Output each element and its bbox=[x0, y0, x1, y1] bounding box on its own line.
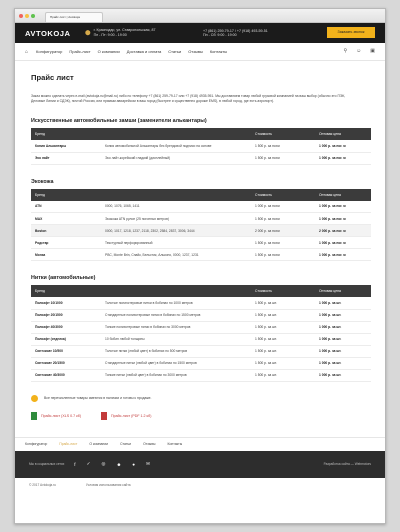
cell-brand: Полиэфт 40/3000 bbox=[31, 321, 101, 333]
cell-price: 1 500 р. за шт. bbox=[251, 357, 315, 369]
stock-note bbox=[31, 395, 369, 402]
cell-brand: Полиэфт 20/1500 bbox=[31, 309, 101, 321]
cell-wholesale: 1 000 р. за шт. bbox=[315, 369, 371, 381]
table-row bbox=[31, 309, 371, 321]
instagram-icon[interactable]: ◎ bbox=[101, 461, 106, 466]
cell-price: 1 500 р. за пог.м bbox=[251, 140, 315, 152]
footer-nav-reviews[interactable]: Отзывы bbox=[143, 442, 156, 446]
price-table bbox=[31, 128, 371, 165]
close-dot-icon[interactable] bbox=[19, 14, 23, 18]
cell-wholesale: 1 000 р. за пог. м bbox=[315, 140, 371, 152]
cell-brand: Синтэкоат 10/500 bbox=[31, 345, 101, 357]
cell-brand: Синтэкоат 40/3000 bbox=[31, 369, 101, 381]
address-block bbox=[85, 28, 195, 37]
cell-wholesale: 1 000 р. за шт. bbox=[315, 345, 371, 357]
cell-price: 2 000 р. за пог.м bbox=[251, 225, 315, 237]
cell-desc: PBC, Monte Brin, Спайк, Бельстик, Альконо, 0000, 1237, 1231 bbox=[101, 249, 251, 261]
cell-brand: Копия Алькантары bbox=[31, 140, 101, 152]
phone-numbers[interactable]: +7 (861) 259-79-17 / +7 (918) 493-59-51 bbox=[203, 29, 268, 33]
column-header-brand: Бренд bbox=[31, 189, 101, 201]
cell-desc: Эко лайт-корейский гладкий (дисплейный) bbox=[101, 152, 251, 164]
cell-price: 1 500 р. за шт. bbox=[251, 345, 315, 357]
cell-wholesale: 1 000 р. за пог. м bbox=[315, 249, 371, 261]
nav-item-delivery[interactable]: Доставка и оплата bbox=[126, 49, 162, 54]
cart-icon[interactable]: ▣ bbox=[370, 48, 375, 54]
phone-hours: Пн - Сб: 9:00 - 19:00 bbox=[203, 33, 237, 37]
site-header bbox=[15, 23, 385, 43]
cell-brand: ATN bbox=[31, 201, 101, 213]
address-line: г. Краснодар, ул. Ставропольская, 87 bbox=[93, 28, 156, 33]
table-header-row bbox=[31, 189, 371, 201]
browser-titlebar bbox=[15, 9, 385, 23]
column-header-desc bbox=[101, 285, 251, 297]
main-nav bbox=[15, 43, 385, 61]
cell-price: 1 500 р. за шт. bbox=[251, 297, 315, 309]
column-header-price: Стоимость bbox=[251, 285, 315, 297]
call-request-button[interactable]: Заказать звонок bbox=[327, 27, 375, 38]
footer-nav-contacts[interactable]: Контакты bbox=[167, 442, 183, 446]
cell-desc: 0000, 1076, 1065, 1411 bbox=[101, 201, 251, 213]
cell-desc: Копия автомобильной Алькантары без брендовой подписи на основе bbox=[101, 140, 251, 152]
section-title: Искусственные автомобильные замши (заменители алькантары) bbox=[31, 118, 207, 124]
cell-wholesale: 2 000 р. за пог. м bbox=[315, 225, 371, 237]
cell-price: 1 500 р. за пог.м bbox=[251, 213, 315, 225]
home-icon[interactable]: ⌂ bbox=[25, 48, 29, 55]
cell-desc: Экокожа ATN рулон (25 погонных метров) bbox=[101, 213, 251, 225]
facebook-icon[interactable]: f bbox=[74, 461, 76, 467]
stock-note-text: Все перечисленные товары имеются в наличии и готовы к продаже. bbox=[44, 396, 152, 400]
cell-brand: MAX bbox=[31, 213, 101, 225]
column-header-wholesale: Оптовая цена bbox=[315, 128, 371, 140]
browser-window bbox=[14, 8, 386, 524]
table-row bbox=[31, 152, 371, 164]
cell-desc: Толстые нитки (любой цвет) в бобинах по 500 метров bbox=[101, 345, 251, 357]
pdf-file-icon bbox=[101, 412, 107, 420]
footer-nav bbox=[15, 437, 385, 451]
table-row bbox=[31, 140, 371, 152]
cell-price: 1 000 р. за пог.м bbox=[251, 201, 315, 213]
address-hours: Пн - Пт: 9:00 - 19:00 bbox=[93, 33, 127, 37]
cell-wholesale: 1 000 р. за пог. м bbox=[315, 237, 371, 249]
cell-brand: Эко лайт bbox=[31, 152, 101, 164]
cell-wholesale: 1 000 р. за шт. bbox=[315, 309, 371, 321]
table-row bbox=[31, 357, 371, 369]
copyright-text: © 2017 Avtokoja.ru bbox=[29, 482, 56, 487]
cell-brand: Полиэфт 10/1000 bbox=[31, 297, 101, 309]
cell-desc: Тонкие нитки (любой цвет) в бобинах по 3000 метров bbox=[101, 369, 251, 381]
nav-item-configurator[interactable]: Конфигуратор bbox=[36, 49, 63, 54]
nav-item-price-list[interactable]: Прайс-лист bbox=[69, 49, 91, 54]
cell-brand: Родстар bbox=[31, 237, 101, 249]
nav-item-reviews[interactable]: Отзывы bbox=[188, 49, 203, 54]
cell-desc: Текстурный перфорированный bbox=[101, 237, 251, 249]
odnoklassniki-icon[interactable]: ☻ bbox=[116, 461, 122, 467]
footer-social-bar bbox=[15, 451, 385, 478]
info-icon bbox=[31, 395, 38, 402]
footer-nav-about[interactable]: О компании bbox=[89, 442, 109, 446]
nav-item-articles[interactable]: Статьи bbox=[168, 49, 182, 54]
price-sections bbox=[31, 118, 369, 382]
cell-price: 1 500 р. за пог.м bbox=[251, 249, 315, 261]
column-header-desc bbox=[101, 128, 251, 140]
footer-nav-articles[interactable]: Статьи bbox=[120, 442, 132, 446]
site-logo[interactable]: AVTOKOJA bbox=[25, 28, 71, 38]
cell-desc: 10 бобин любой толщины bbox=[101, 333, 251, 345]
column-header-brand: Бренд bbox=[31, 128, 101, 140]
table-header-row bbox=[31, 285, 371, 297]
cell-brand: Полиэфт (отделка) bbox=[31, 333, 101, 345]
table-row bbox=[31, 237, 371, 249]
mail-icon[interactable]: ✉ bbox=[146, 461, 150, 466]
cell-wholesale: 1 000 р. за пог. м bbox=[315, 152, 371, 164]
price-table bbox=[31, 189, 371, 262]
download-pdf-link[interactable] bbox=[101, 412, 151, 420]
cell-price: 1 500 р. за шт. bbox=[251, 321, 315, 333]
table-row bbox=[31, 369, 371, 381]
search-icon[interactable]: ⚲ bbox=[343, 48, 348, 54]
social-label: Мы в социальных сетях bbox=[29, 462, 65, 466]
vk-icon[interactable]: ✓ bbox=[86, 461, 91, 466]
column-header-wholesale: Оптовая цена bbox=[315, 285, 371, 297]
skype-icon[interactable]: ● bbox=[132, 461, 136, 467]
nav-item-contacts[interactable]: Контакты bbox=[209, 49, 228, 54]
nav-icons bbox=[343, 48, 375, 54]
section-title: Нитки (автомобильные) bbox=[31, 275, 96, 281]
cell-wholesale: 1 000 р. за шт. bbox=[315, 297, 371, 309]
cell-price: 1 500 р. за шт. bbox=[251, 309, 315, 321]
nav-item-about[interactable]: О компании bbox=[97, 49, 120, 54]
copyright-row bbox=[15, 478, 385, 492]
xls-file-icon bbox=[31, 412, 37, 420]
cell-wholesale: 1 000 р. за пог. м bbox=[315, 213, 371, 225]
download-xls-label[interactable]: Прайс-лист (XLS 0.7 кб) bbox=[41, 413, 82, 418]
footer-nav-configurator[interactable]: Конфигуратор bbox=[25, 442, 48, 446]
cell-brand: Boston bbox=[31, 225, 101, 237]
download-pdf-label[interactable]: Прайс-лист (PDF 1.2 кб) bbox=[111, 413, 152, 418]
cell-wholesale: 1 000 р. за шт. bbox=[315, 321, 371, 333]
cell-price: 1 500 р. за шт. bbox=[251, 369, 315, 381]
location-pin-icon: ⬤ bbox=[85, 29, 91, 36]
intro-text: Заказ можно сделать через e-mail (avtokoja.ru@mail.ru) либо по телефону +7 (861) 259-79-17 или +7 (918) 4935-951. Мы доставляем товар любой грузовой компанией на ваш выбор (обычно это ПЭК, Деловые Линии и СДЭК), почтой России, или прямым авиарейсом в ваш город (быстрее и существенно дороже EMS), в любой город, где есть аэропорт). bbox=[31, 94, 346, 103]
table-row bbox=[31, 225, 371, 237]
cell-desc: Стандартные нитки (любой цвет) в бобинах по 1500 метров bbox=[101, 357, 251, 369]
download-xls-link[interactable] bbox=[31, 412, 81, 420]
cell-wholesale: 1 000 р. за шт. bbox=[315, 333, 371, 345]
table-header-row bbox=[31, 128, 371, 140]
section-title: Экокожа bbox=[31, 178, 54, 185]
cell-brand: Монза bbox=[31, 249, 101, 261]
table-row bbox=[31, 333, 371, 345]
browser-tab[interactable]: Прайс лист | Autokoja bbox=[45, 12, 103, 22]
downloads bbox=[31, 412, 369, 420]
minimize-dot-icon[interactable] bbox=[25, 14, 29, 18]
main-content bbox=[15, 73, 385, 420]
table-row bbox=[31, 201, 371, 213]
terms-link[interactable]: Условия использования сайта bbox=[85, 482, 131, 487]
cell-price: 1 500 р. за пог.м bbox=[251, 237, 315, 249]
table-row bbox=[31, 297, 371, 309]
user-icon[interactable]: ☺ bbox=[356, 48, 362, 54]
table-row bbox=[31, 249, 371, 261]
column-header-price: Стоимость bbox=[251, 128, 315, 140]
column-header-wholesale: Оптовая цена bbox=[315, 189, 371, 201]
cell-price: 1 500 р. за шт. bbox=[251, 333, 315, 345]
cell-desc: Толстые полиэстеровые нитки в бобинах по 1000 метров bbox=[101, 297, 251, 309]
cell-wholesale: 1 000 р. за пог. м bbox=[315, 201, 371, 213]
cell-desc: Тонкие полиэстеровые нитки в бобинах по 3000 метров bbox=[101, 321, 251, 333]
cell-wholesale: 1 000 р. за шт. bbox=[315, 357, 371, 369]
developer-credit[interactable]: Разработка сайта — Webmotors bbox=[323, 462, 371, 466]
column-header-desc bbox=[101, 189, 251, 201]
table-row bbox=[31, 321, 371, 333]
column-header-brand: Бренд bbox=[31, 285, 101, 297]
table-row bbox=[31, 213, 371, 225]
column-header-price: Стоимость bbox=[251, 189, 315, 201]
page-title: Прайс лист bbox=[31, 73, 74, 82]
cell-desc: Стандартные полиэстеровые нитки в бобинах по 1500 метров bbox=[101, 309, 251, 321]
maximize-dot-icon[interactable] bbox=[31, 14, 35, 18]
cell-price: 1 500 р. за пог.м bbox=[251, 152, 315, 164]
price-table bbox=[31, 285, 371, 382]
cell-desc: 0000, 1017, 1218, 1237, 2118, 2302, 2584, 2837, 3006, 3444 bbox=[101, 225, 251, 237]
table-row bbox=[31, 345, 371, 357]
cell-brand: Синтэкоат 20/1500 bbox=[31, 357, 101, 369]
footer-nav-price-list[interactable]: Прайс-лист bbox=[59, 442, 78, 446]
phones-block bbox=[203, 29, 313, 37]
